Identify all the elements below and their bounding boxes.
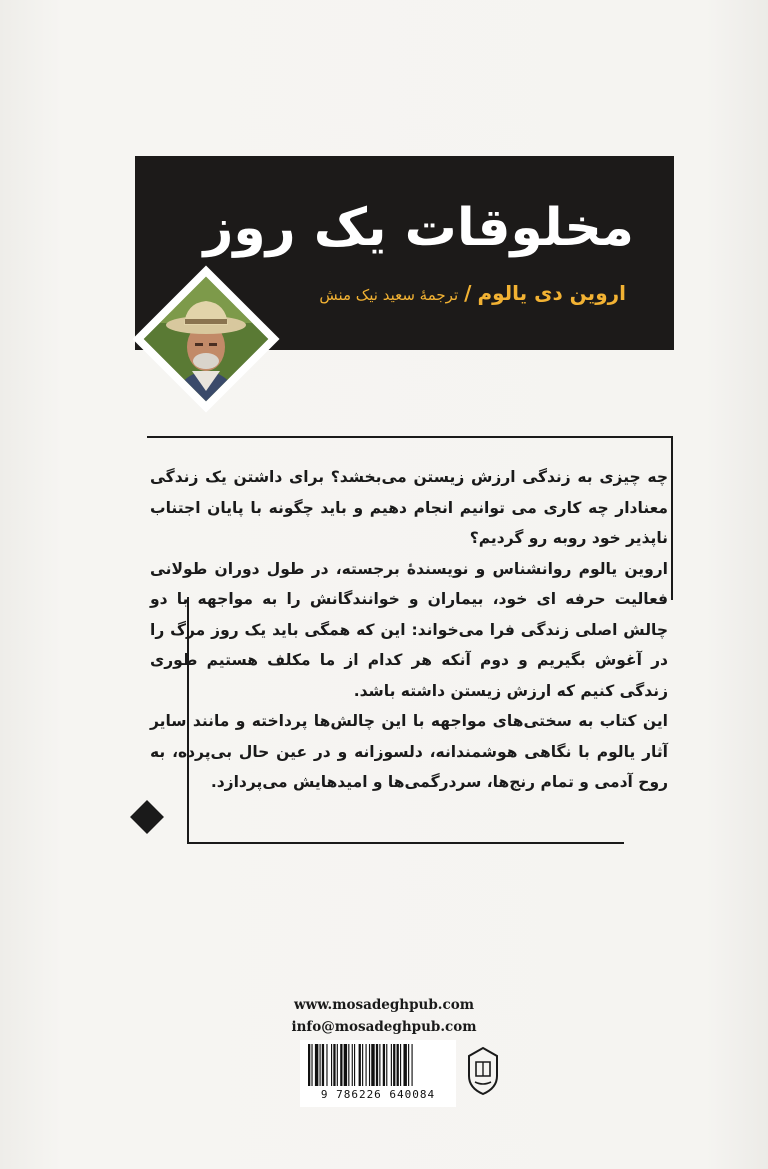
publisher-website: www.mosadeghpub.com	[293, 997, 475, 1013]
byline-separator: /	[464, 281, 472, 305]
frame-line-top	[147, 436, 673, 438]
blurb-paragraph: اروین یالوم روانشناس و نویسندهٔ برجسته، در طول دوران طولانی فعالیت حرفه ای خود، بیماران و خوانندگانش را به مواجهه با دو چالش اصلی زندگی فرا می‌خواند: این که همگی باید یک روز مرگ را در آغوش بگیریم و دوم آنکه هر کدام از ما مکلف هستیم طوری زندگی کنیم که ارزش زیستن داشته باشد.	[150, 559, 668, 700]
author-name: اروین دی یالوم	[477, 281, 626, 305]
frame-line-right	[671, 436, 673, 600]
blurb-paragraph: چه چیزی به زندگی ارزش زیستن می‌بخشد؟ برای داشتن یک زندگی معنادار چه کاری می توانیم انجام دهیم و باید چگونه با پایان اجتناب ناپذیر خود روبه رو گردیم؟	[150, 468, 668, 547]
blurb-text	[150, 462, 668, 798]
barcode-bars	[300, 1040, 456, 1088]
decorative-square	[130, 800, 164, 834]
byline	[319, 281, 626, 305]
publisher-contact	[0, 994, 768, 1038]
translator-name: ترجمهٔ سعید نیک منش	[319, 286, 459, 304]
publisher-email: info@mosadeghpub.com	[291, 1019, 477, 1035]
blurb-paragraph: این کتاب به سختی‌های مواجهه با این چالش‌ها پرداخته و مانند سایر آثار یالوم با نگاهی هوشمندانه، دلسوزانه و در عین حال بی‌پرده، به روح آدمی و تمام رنج‌ها، سردرگمی‌ها و امیدهایش می‌پردازد.	[150, 712, 668, 791]
publisher-logo-icon	[463, 1046, 503, 1096]
book-title: مخلوقات یک روز	[203, 198, 634, 258]
isbn-barcode	[300, 1040, 456, 1107]
isbn-number: 9 786226 640084	[320, 1088, 436, 1101]
frame-line-bottom	[188, 842, 624, 844]
